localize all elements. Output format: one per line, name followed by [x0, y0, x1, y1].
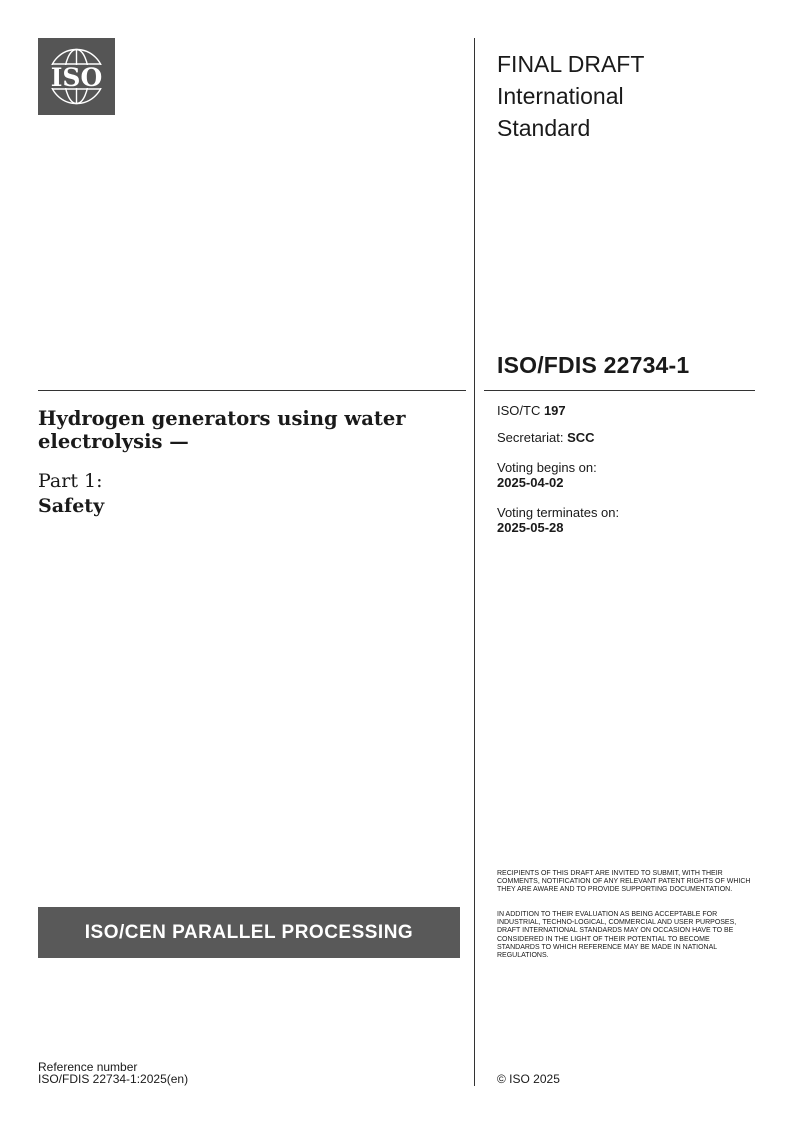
patent-notice: RECIPIENTS OF THIS DRAFT ARE INVITED TO SUBMIT, WITH THEIR COMMENTS, NOTIFICATION OF ANY RELEVANT PATENT RIGHTS OF WHICH THEY ARE AWARE AND TO PROVIDE SUPPORTING DOCUMENTATION. — [497, 870, 751, 894]
document-status — [497, 48, 757, 144]
secretariat — [497, 430, 595, 445]
right-horizontal-rule — [484, 390, 755, 391]
status-line-2: International — [497, 83, 624, 109]
voting-begins-label: Voting begins on: — [497, 460, 597, 475]
vertical-divider — [474, 38, 475, 1086]
standard-number: ISO/FDIS 22734-1 — [497, 352, 690, 378]
document-title: Hydrogen generators using water electrolysis — — [38, 407, 406, 453]
secretariat-value: SCC — [567, 430, 595, 445]
status-line-3: Standard — [497, 115, 591, 141]
iso-logo — [38, 38, 115, 115]
tc-label: ISO/TC — [497, 403, 544, 418]
evaluation-notice: IN ADDITION TO THEIR EVALUATION AS BEING ACCEPTABLE FOR INDUSTRIAL, TECHNO-LOGICAL, COMMERCIAL AND USER PURPOSES, DRAFT INTERNATIONAL STANDARDS MAY ON OCCASION HAVE TO BE CONSIDERED IN THE LIGHT OF THEIR POTENTIAL TO BECOME STANDARDS TO WHICH REFERENCE MAY BE MADE IN NATIONAL REGULATIONS. — [497, 911, 737, 960]
part-title: Safety — [38, 495, 105, 517]
reference-number-label: Reference number — [38, 1060, 138, 1074]
part-label: Part 1: — [38, 470, 103, 492]
parallel-processing-banner: ISO/CEN PARALLEL PROCESSING — [38, 907, 460, 958]
voting-ends-value: 2025-05-28 — [497, 520, 564, 535]
voting-begins-value: 2025-04-02 — [497, 475, 564, 490]
reference-number-value: ISO/FDIS 22734-1:2025(en) — [38, 1072, 189, 1086]
left-horizontal-rule — [38, 390, 466, 391]
tc-value: 197 — [543, 403, 566, 418]
voting-begins-date — [497, 475, 564, 490]
iso-logo-text: ISO — [50, 63, 103, 92]
iso-globe-logo-icon — [38, 38, 115, 115]
voting-ends-label: Voting terminates on: — [497, 505, 620, 520]
technical-committee — [497, 403, 566, 418]
copyright-notice: © ISO 2025 — [497, 1072, 560, 1086]
status-line-1: FINAL DRAFT — [497, 51, 645, 77]
voting-ends-date — [497, 520, 564, 535]
secretariat-label: Secretariat: — [497, 430, 568, 445]
